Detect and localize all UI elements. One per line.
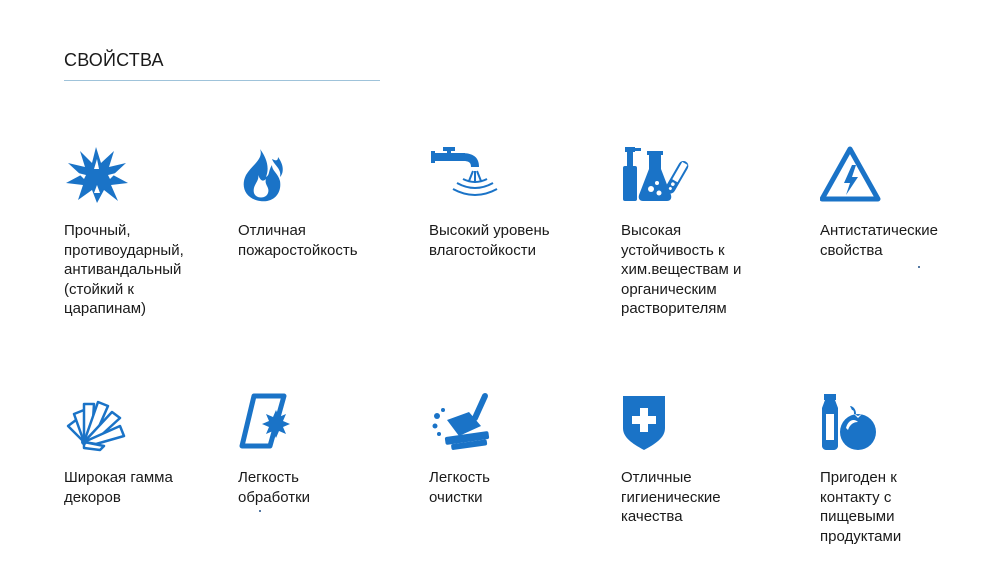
feature-label: Пригоден к контакту с пищевыми продуктами <box>820 469 902 545</box>
feature-hygiene <box>621 392 811 527</box>
feature-food-contact <box>820 392 1000 546</box>
page-title: СВОЙСТВА <box>64 50 164 70</box>
feature-label: Прочный, противоударный, антивандальный (стойкий к царапинам) <box>64 222 184 317</box>
feature-label: Легкость очистки <box>429 469 490 506</box>
feature-label: Легкость обработки <box>238 469 311 506</box>
high-voltage-warning-icon <box>820 145 890 205</box>
impact-star-icon <box>64 145 134 205</box>
stray-dot <box>918 266 920 268</box>
stray-dot <box>259 510 261 512</box>
feature-easy-processing <box>238 392 428 507</box>
title-divider <box>64 80 380 81</box>
feature-fire-resistance <box>238 145 428 260</box>
cleaning-brush-icon <box>429 392 499 452</box>
hygiene-shield-icon <box>621 392 691 452</box>
faucet-water-icon <box>429 145 499 205</box>
feature-label: Отличная пожаростойкость <box>238 222 358 259</box>
feature-easy-cleaning <box>429 392 619 507</box>
chemical-flasks-icon <box>621 145 691 205</box>
feature-label: Антистатические свойства <box>820 222 938 259</box>
feature-chemical-resistance <box>621 145 811 319</box>
feature-label: Высокая устойчивость к хим.веществам и органическим растворителям <box>621 222 742 317</box>
feature-wide-decor-range <box>64 392 254 507</box>
feature-moisture-resistance <box>429 145 619 260</box>
food-bottle-tomato-icon <box>820 392 890 452</box>
feature-label: Высокий уровень влагостойкости <box>429 222 550 259</box>
feature-impact-resistance <box>64 145 254 319</box>
decor-swatches-icon <box>64 392 134 452</box>
feature-label: Отличные гигиенические качества <box>621 469 721 525</box>
feature-antistatic <box>820 145 1000 260</box>
flame-icon <box>238 145 308 205</box>
panel-cutting-icon <box>238 392 308 452</box>
feature-label: Широкая гамма декоров <box>64 469 173 506</box>
